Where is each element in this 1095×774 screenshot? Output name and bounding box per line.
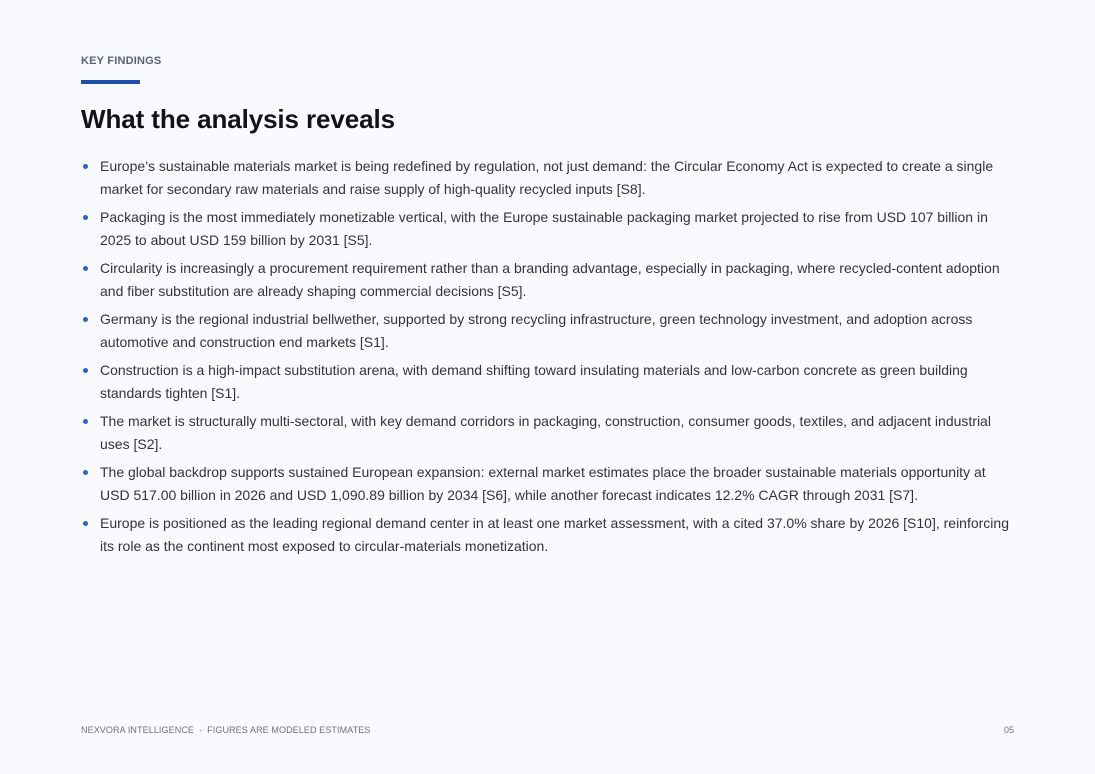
- bullet-dot-icon: [83, 215, 88, 220]
- finding-item: [81, 512, 1016, 557]
- finding-item: [81, 257, 1016, 302]
- finding-text: The market is structurally multi-sectoral, with key demand corridors in packaging, construction, consumer goods, textiles, and adjacent industrial uses [S2].: [100, 413, 991, 452]
- finding-item: [81, 359, 1016, 404]
- finding-text: Construction is a high-impact substitution arena, with demand shifting toward insulating materials and low-carbon concrete as green building standards tighten [S1].: [100, 362, 968, 401]
- finding-item: [81, 206, 1016, 251]
- finding-text: Packaging is the most immediately monetizable vertical, with the Europe sustainable packaging market projected to rise from USD 107 billion in 2025 to about USD 159 billion by 2031 [S5].: [100, 209, 988, 248]
- bullet-dot-icon: [83, 521, 88, 526]
- finding-text: The global backdrop supports sustained European expansion: external market estimates place the broader sustainable materials opportunity at USD 517.00 billion in 2026 and USD 1,090.89 billion by 2034 [S6], while another forecast indicates 12.2% CAGR through 2031 [S7].: [100, 464, 986, 503]
- page-title: What the analysis reveals: [81, 104, 395, 134]
- bullet-dot-icon: [83, 368, 88, 373]
- bullet-dot-icon: [83, 266, 88, 271]
- findings-list: [81, 155, 1016, 563]
- finding-item: [81, 461, 1016, 506]
- accent-rule: [81, 80, 140, 84]
- bullet-dot-icon: [83, 470, 88, 475]
- bullet-dot-icon: [83, 164, 88, 169]
- footer-brand: [81, 725, 370, 735]
- footer-separator: ·: [199, 725, 203, 735]
- footer-note: FIGURES ARE MODELED ESTIMATES: [207, 725, 371, 735]
- finding-text: Germany is the regional industrial bellwether, supported by strong recycling infrastructure, green technology investment, and adoption across automotive and construction end markets [S1].: [100, 311, 973, 350]
- finding-item: [81, 308, 1016, 353]
- finding-item: [81, 155, 1016, 200]
- bullet-dot-icon: [83, 317, 88, 322]
- footer-brand-name: NEXVORA INTELLIGENCE: [81, 725, 195, 735]
- finding-item: [81, 410, 1016, 455]
- finding-text: Europe is positioned as the leading regional demand center in at least one market assessment, with a cited 37.0% share by 2026 [S10], reinforcing its role as the continent most exposed to circular-materials monetization.: [100, 515, 1009, 554]
- bullet-dot-icon: [83, 419, 88, 424]
- section-kicker: KEY FINDINGS: [81, 55, 162, 67]
- finding-text: Europe’s sustainable materials market is being redefined by regulation, not just demand: the Circular Economy Act is expected to create a single market for secondary raw materials and raise supply of high-quality recycled inputs [S8].: [100, 158, 994, 197]
- finding-text: Circularity is increasingly a procurement requirement rather than a branding advantage, especially in packaging, where recycled-content adoption and fiber substitution are already shaping commercial decisions [S5].: [100, 260, 1000, 299]
- page-number: 05: [1003, 725, 1014, 735]
